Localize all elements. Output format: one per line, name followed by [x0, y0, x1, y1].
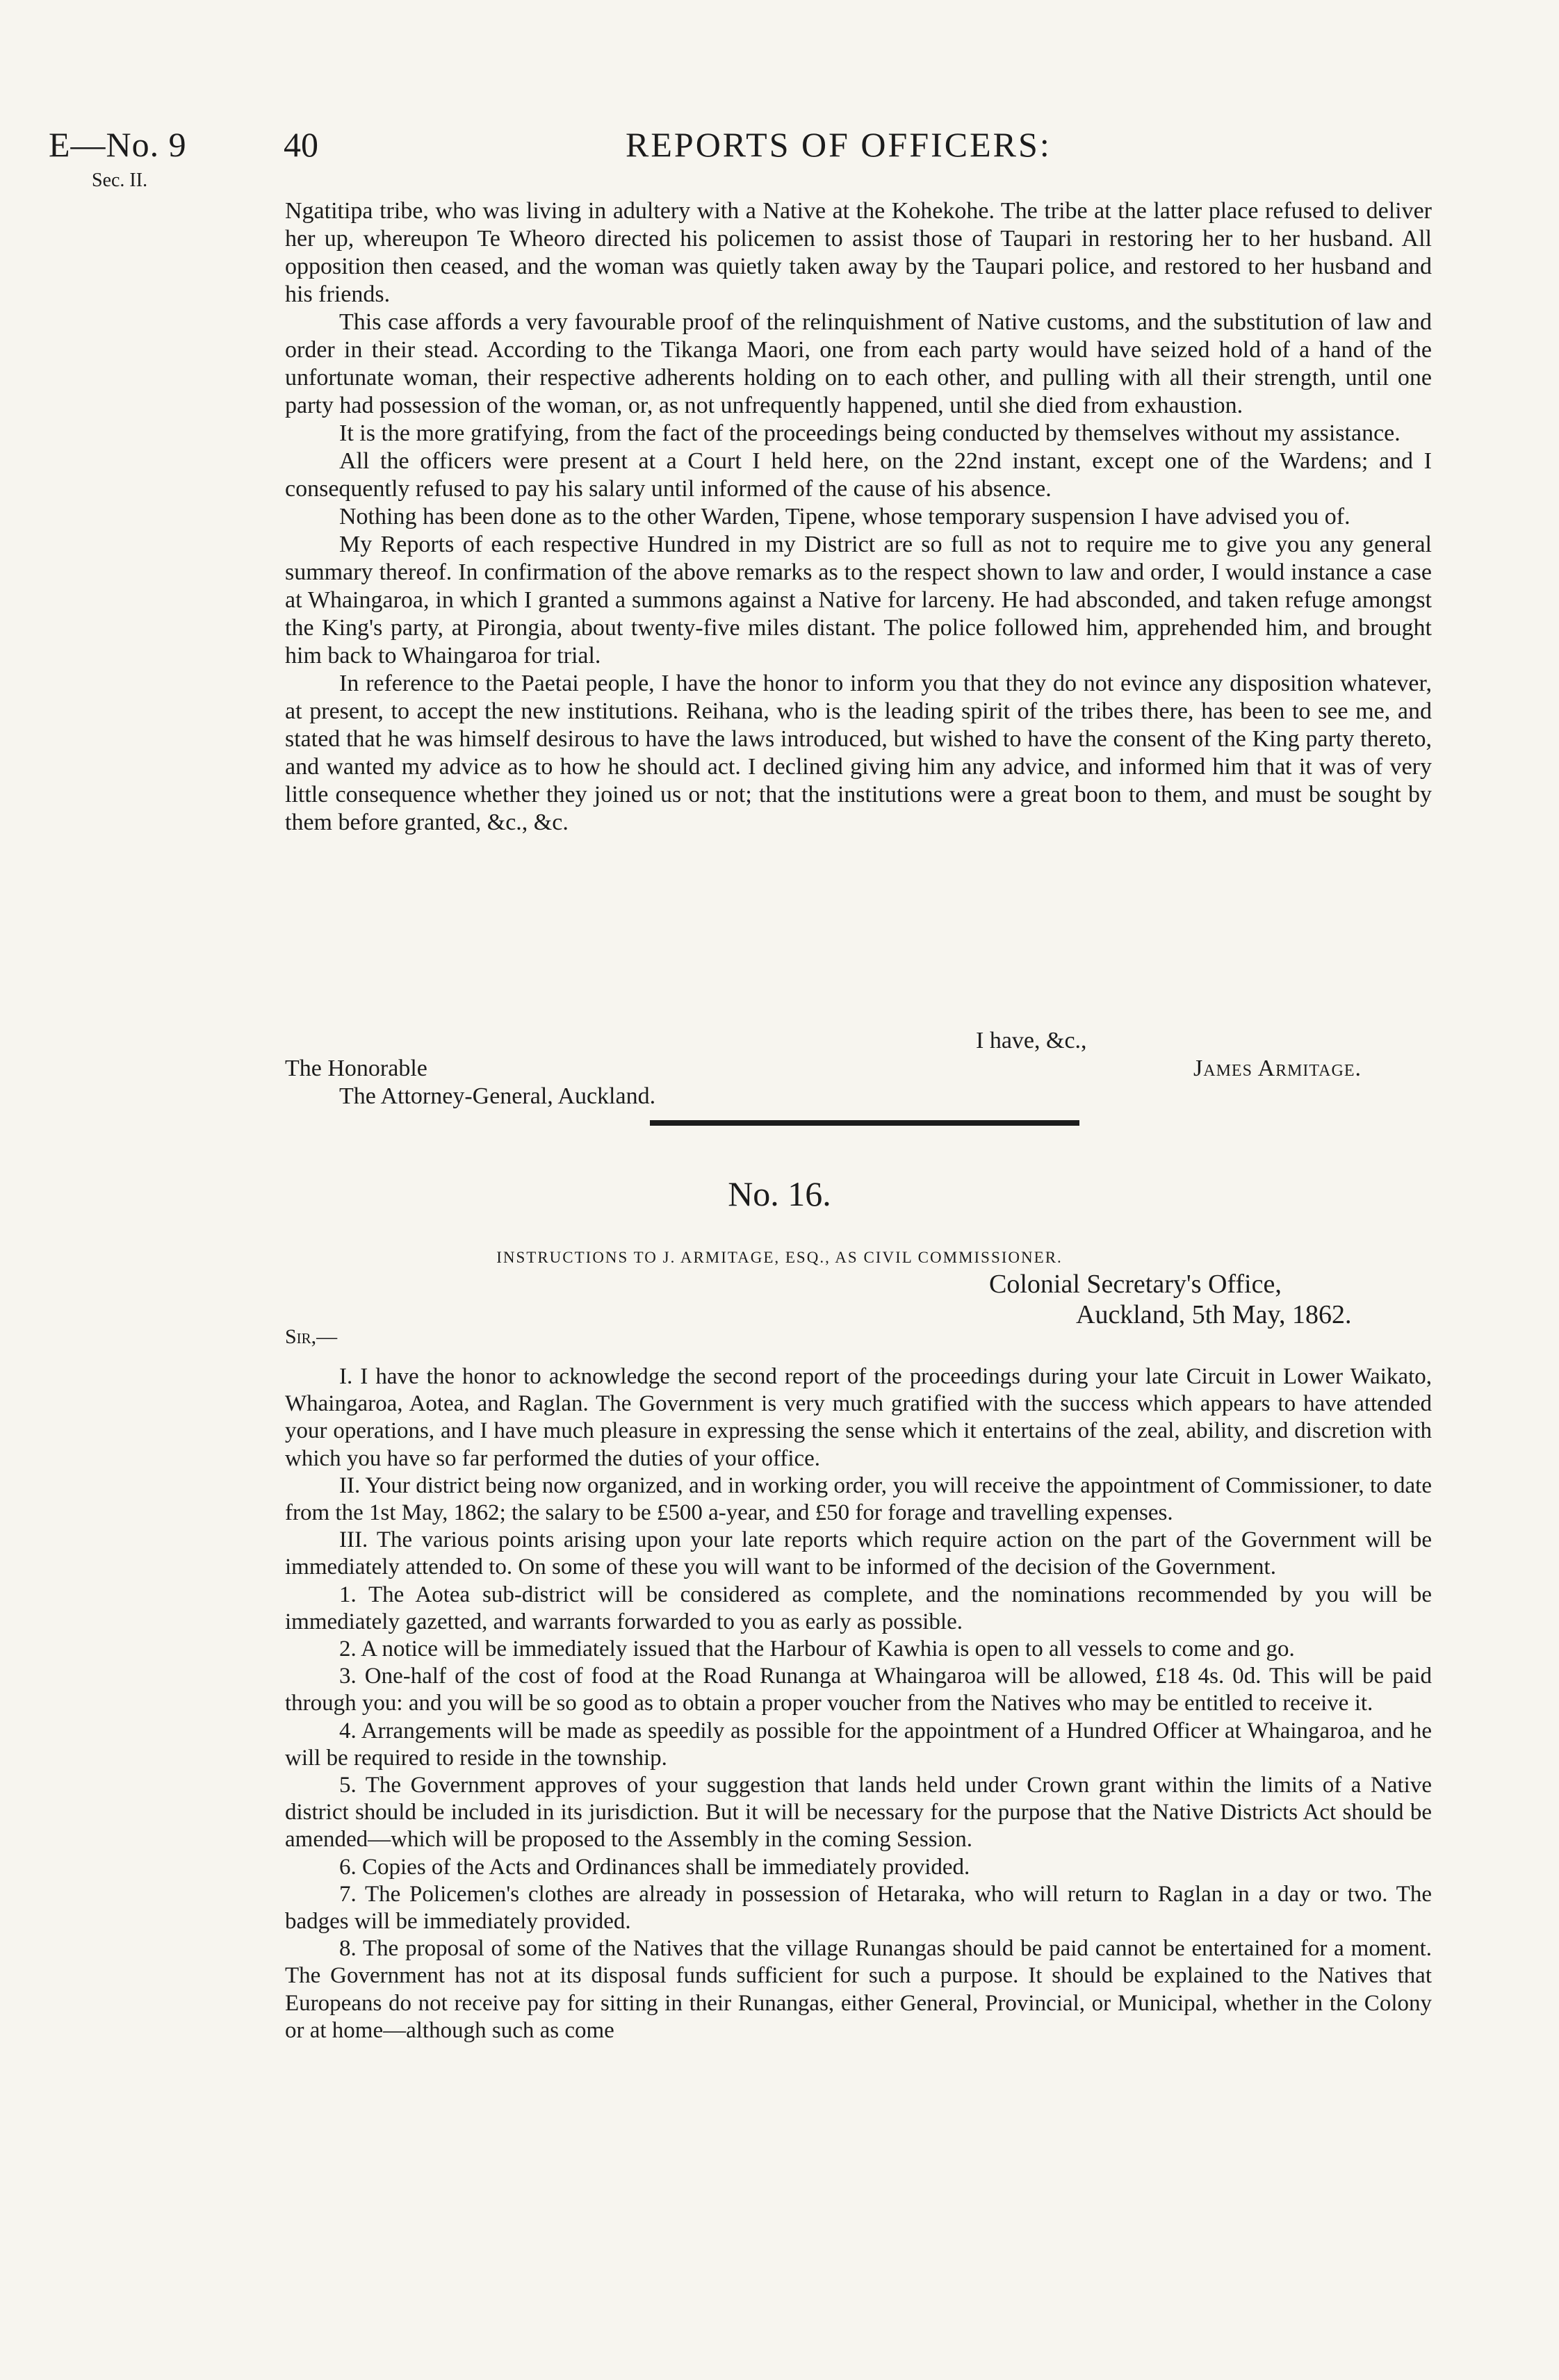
- instruction-paragraph: 6. Copies of the Acts and Ordinances shall be immediately provided.: [339, 1854, 970, 1880]
- instruction-paragraph: 3. One-half of the cost of food at the Road Runanga at Whaingaroa will be allowed, £18 4s. 0d. This will be paid through you: and you will be so good as to obtain a proper voucher from the Natives who may be entitled to receive it.: [285, 1664, 1432, 1716]
- addressee-line-2: The Attorney-General, Auckland.: [339, 1083, 656, 1109]
- instruction-paragraph: 5. The Government approves of your suggestion that lands held under Crown grant within the limits of a Native district should be included in its jurisdiction. But it will be necessary for the purpose that the Native Districts Act should be amended—which will be proposed to the Assembly in the coming Session.: [285, 1773, 1432, 1853]
- section-reference: Sec. II.: [92, 170, 148, 191]
- instruction-paragraph: 4. Arrangements will be made as speedily as possible for the appointment of a Hundred Officer at Whaingaroa, and he will be required to reside in the township.: [285, 1718, 1432, 1771]
- letter-paragraph: All the officers were present at a Court I held here, on the 22nd instant, except one of the Wardens; and I consequently refused to pay his salary until informed of the cause of his absence.: [285, 448, 1432, 502]
- letter-paragraph: Ngatitipa tribe, who was living in adultery with a Native at the Kohekohe. The tribe at the latter place refused to deliver her up, whereupon Te Wheoro directed his policemen to assist those of Taupari in restoring her to her husband. All opposition then ceased, and the woman was quietly taken away by the Taupari police, and restored to her husband and his friends.: [285, 198, 1432, 307]
- letter-paragraph: Nothing has been done as to the other Warden, Tipene, whose temporary suspension I have advised you of.: [339, 504, 1350, 530]
- instruction-paragraph: I. I have the honor to acknowledge the second report of the proceedings during your late Circuit in Lower Waikato, Whaingaroa, Aotea, and Raglan. The Government is very much gratified with the success which appears to have attended your operations, and I have much pleasure in expressing the sense which it entertains of the zeal, ability, and discretion with which you have so far performed the duties of your office.: [285, 1364, 1432, 1471]
- salutation: Sir,—: [285, 1325, 338, 1348]
- page-number: 40: [284, 125, 318, 164]
- document-heading: INSTRUCTIONS TO J. ARMITAGE, ESQ., AS CIVIL COMMISSIONER.: [496, 1249, 1063, 1266]
- section-divider: [650, 1120, 1079, 1126]
- letter-paragraph: My Reports of each respective Hundred in my District are so full as not to require me to give you any general summary thereof. In confirmation of the above remarks as to the respect shown to law and order, I would instance a case at Whaingaroa, in which I granted a summons against a Native for larceny. He had absconded, and taken refuge amongst the King's party, at Pirongia, about twenty-five miles distant. The police followed him, apprehended him, and brought him back to Whaingaroa for trial.: [285, 532, 1432, 668]
- letter-body: [285, 197, 1432, 837]
- instruction-paragraph: II. Your district being now organized, and in working order, you will receive the appointment of Commissioner, to date from the 1st May, 1862; the salary to be £500 a-year, and £50 for forage and travelling expenses.: [285, 1472, 1432, 1526]
- instructions-body: [285, 1363, 1432, 2044]
- document-reference: E—No. 9: [49, 125, 187, 164]
- running-head: REPORTS OF OFFICERS:: [626, 125, 1052, 164]
- document-number: No. 16.: [728, 1174, 831, 1213]
- addressee-line-1: The Honorable: [285, 1056, 427, 1081]
- letter-paragraph: In reference to the Paetai people, I have the honor to inform you that they do not evince any disposition whatever, at present, to accept the new institutions. Reihana, who is the leading spirit of the tribes there, has been to see me, and stated that he was himself desirous to have the laws introduced, but wished to have the consent of the King party thereto, and wanted my advice as to how he should act. I declined giving him any advice, and informed him that it was of very little consequence whether they joined us or not; that the institutions were a great boon to them, and must be sought by them before granted, &c., &c.: [285, 671, 1432, 835]
- instruction-paragraph: 8. The proposal of some of the Natives that the village Runangas should be paid cannot be entertained for a moment. The Government has not at its disposal funds sufficient for such a purpose. It should be explained to the Natives that Europeans do not receive pay for sitting in their Runangas, either General, Provincial, or Municipal, whether in the Colony or at home—although such as come: [285, 1936, 1432, 2043]
- sender-office: Colonial Secretary's Office,: [989, 1270, 1282, 1299]
- place-and-date: Auckland, 5th May, 1862.: [1076, 1300, 1352, 1329]
- instruction-paragraph: 2. A notice will be immediately issued that the Harbour of Kawhia is open to all vessels to come and go.: [339, 1636, 1295, 1662]
- instruction-paragraph: 1. The Aotea sub-district will be considered as complete, and the nominations recommended by you will be immediately gazetted, and warrants forwarded to you as early as possible.: [285, 1582, 1432, 1634]
- signature: James Armitage.: [1193, 1056, 1362, 1081]
- letter-paragraph: This case affords a very favourable proof of the relinquishment of Native customs, and the substitution of law and order in their stead. According to the Tikanga Maori, one from each party would have seized hold of a hand of the unfortunate woman, their respective adherents holding on to each other, and pulling with all their strength, until one party had possession of the woman, or, as not unfrequently happened, until she died from exhaustion.: [285, 309, 1432, 418]
- instruction-paragraph: III. The various points arising upon your late reports which require action on the part of the Government will be immediately attended to. On some of these you will want to be informed of the decision of the Government.: [285, 1527, 1432, 1580]
- letter-closing: I have, &c.,: [976, 1028, 1087, 1053]
- letter-paragraph: It is the more gratifying, from the fact of the proceedings being conducted by themselves without my assistance.: [339, 420, 1401, 446]
- instruction-paragraph: 7. The Policemen's clothes are already in possession of Hetaraka, who will return to Raglan in a day or two. The badges will be immediately provided.: [285, 1881, 1432, 1935]
